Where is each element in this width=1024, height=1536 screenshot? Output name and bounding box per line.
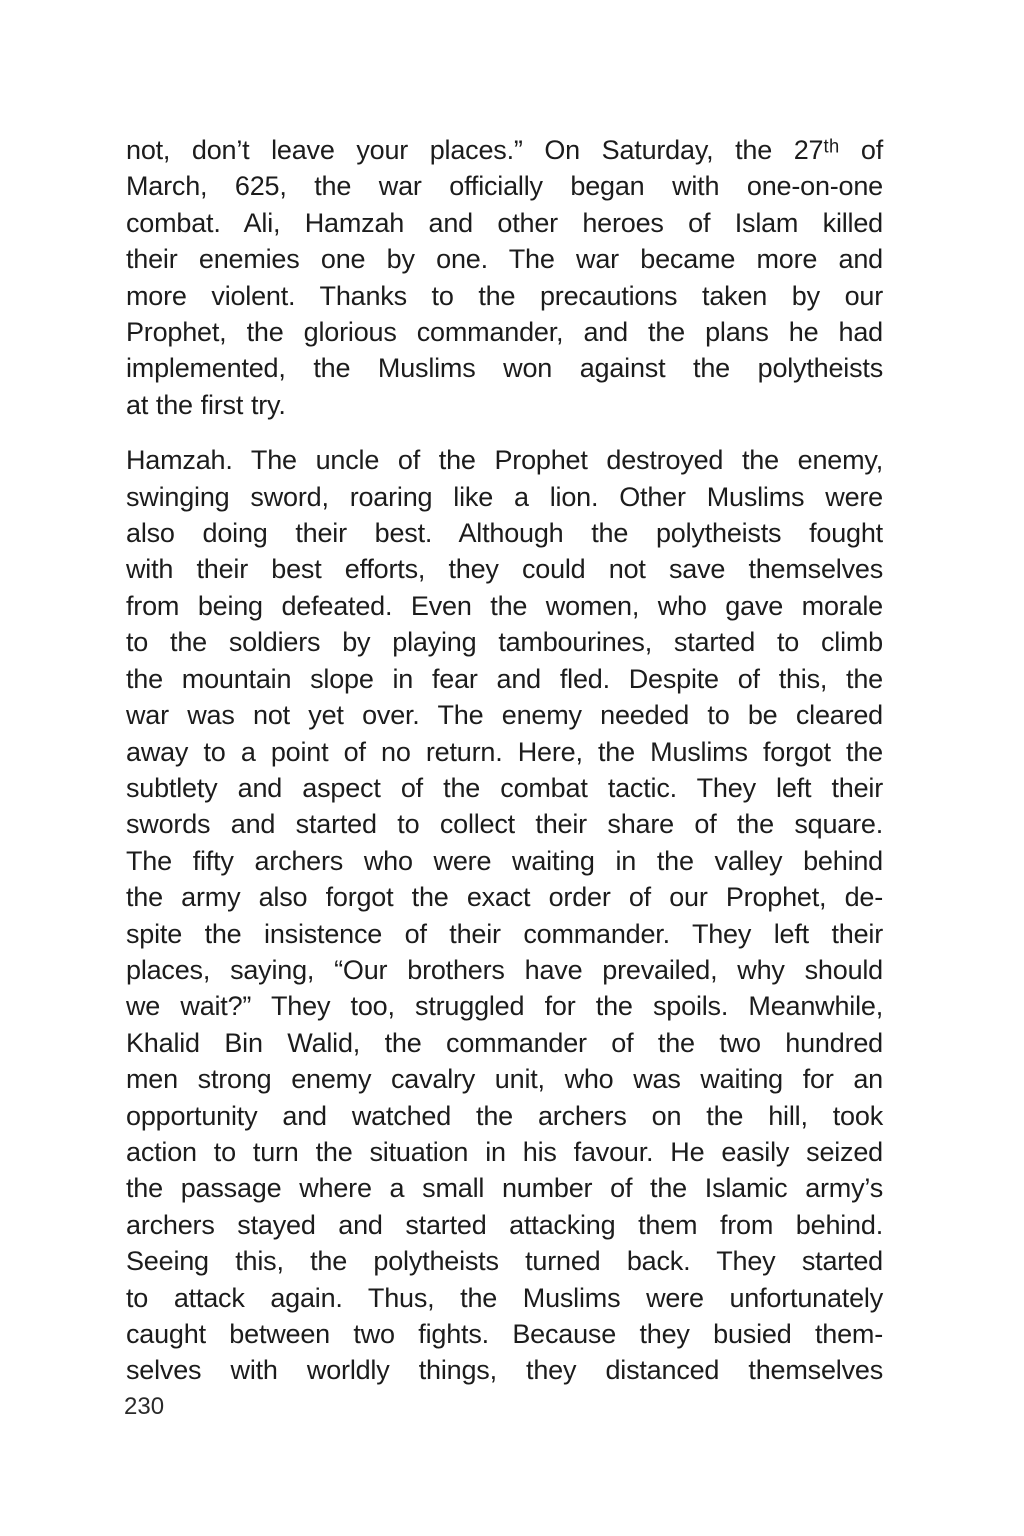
text-line: selves with worldly things, they distanced themselves — [126, 1355, 883, 1386]
text-line: to the soldiers by playing tambourines, started to climb — [126, 627, 883, 658]
text-line: opportunity and watched the archers on the hill, took — [126, 1100, 883, 1131]
text-line: from being defeated. Even the women, who gave morale — [126, 590, 883, 621]
text-line: Prophet, the glorious commander, and the plans he had — [126, 317, 883, 348]
text-line: places, saying, “Our brothers have prevailed, why should — [126, 954, 883, 985]
text-line: their enemies one by one. The war became more and — [126, 244, 883, 275]
text-line: action to turn the situation in his favour. He easily seized — [126, 1136, 883, 1167]
paragraph — [126, 132, 883, 423]
text-line: at the first try. — [126, 389, 286, 420]
text-line: away to a point of no return. Here, the Muslims forgot the — [126, 736, 883, 767]
body-text — [126, 132, 883, 1389]
text-line: with their best efforts, they could not save themselves — [126, 554, 883, 585]
text-line: the passage where a small number of the Islamic army’s — [126, 1173, 883, 1204]
text-line: also doing their best. Although the polytheists fought — [126, 518, 883, 549]
text-line: archers stayed and started attacking them from behind. — [126, 1209, 883, 1240]
text-line: war was not yet over. The enemy needed to be cleared — [126, 700, 883, 731]
text-line: Seeing this, the polytheists turned back. They started — [126, 1246, 883, 1277]
text-line: combat. Ali, Hamzah and other heroes of Islam killed — [126, 207, 883, 238]
text-line: spite the insistence of their commander. They left their — [126, 918, 883, 949]
text-line: not, don’t leave your places.” On Saturday, the 27ᵗʰ of — [126, 135, 883, 165]
text-line: The fifty archers who were waiting in the valley behind — [126, 845, 883, 876]
text-line: swords and started to collect their share of the square. — [126, 809, 883, 840]
text-line: the mountain slope in fear and fled. Despite of this, the — [126, 663, 883, 694]
text-line: we wait?” They too, struggled for the spoils. Meanwhile, — [126, 991, 883, 1022]
text-line: March, 625, the war officially began with one-on-one — [126, 171, 883, 202]
text-line: swinging sword, roaring like a lion. Other Muslims were — [126, 481, 883, 512]
text-line: Hamzah. The uncle of the Prophet destroyed the enemy, — [126, 445, 883, 476]
paragraph — [126, 442, 883, 1389]
text-line: the army also forgot the exact order of our Prophet, de- — [126, 882, 883, 913]
text-line: caught between two fights. Because they busied them- — [126, 1319, 883, 1349]
text-line: to attack again. Thus, the Muslims were unfortunately — [126, 1282, 883, 1313]
page-number: 230 — [124, 1393, 165, 1420]
text-line: men strong enemy cavalry unit, who was waiting for an — [126, 1064, 883, 1095]
text-line: more violent. Thanks to the precautions taken by our — [126, 280, 883, 311]
text-line: subtlety and aspect of the combat tactic. They left their — [126, 772, 883, 803]
text-line: Khalid Bin Walid, the commander of the two hundred — [126, 1027, 883, 1058]
text-line: implemented, the Muslims won against the polytheists — [126, 353, 883, 384]
